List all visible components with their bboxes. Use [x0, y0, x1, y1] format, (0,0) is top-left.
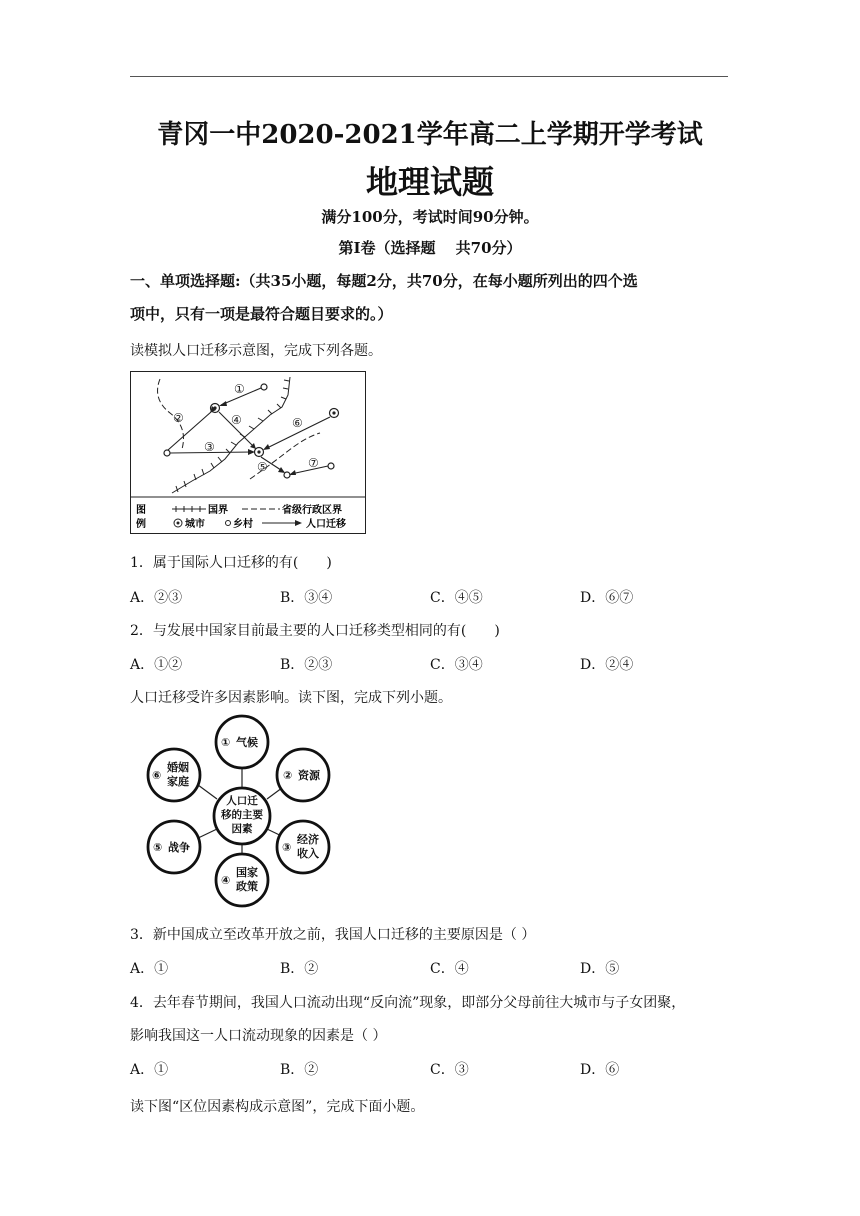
exam-title: 青冈一中2020-2021学年高二上学期开学考试 — [157, 120, 703, 150]
legend-city-label: 城市 — [185, 519, 205, 530]
factor-1-label: 气候 — [236, 736, 258, 749]
question-1-stem: 1．属于国际人口迁移的有( ) — [130, 555, 332, 571]
factor-2-num: ② — [283, 769, 293, 782]
svg-text:④: ④ — [231, 413, 242, 427]
factor-6-label1: 婚姻 — [167, 761, 189, 774]
option-d[interactable]: D．⑥ — [580, 1062, 620, 1078]
option-a[interactable]: A．① — [130, 1062, 169, 1078]
option-b[interactable]: B．③④ — [280, 590, 333, 606]
factor-5-num: ⑤ — [153, 841, 163, 854]
option-c[interactable]: C．④⑤ — [430, 590, 483, 606]
svg-text:②: ② — [173, 411, 184, 425]
instructions-line1: 一、单项选择题:（共35小题，每题2分，共70分，在每小题所列出的四个选 — [130, 272, 638, 290]
group1-intro: 读模拟人口迁移示意图，完成下列各题。 — [130, 343, 382, 359]
factor-4-num: ④ — [221, 874, 231, 887]
migration-factors-diagram — [137, 714, 347, 908]
factor-3-label2: 收入 — [297, 847, 319, 860]
legend-border-label: 国界 — [208, 505, 228, 516]
svg-text:③: ③ — [204, 440, 215, 454]
option-b[interactable]: B．② — [280, 1062, 319, 1078]
question-4-stem-line2: 影响我国这一人口流动现象的因素是（ ） — [130, 1028, 387, 1044]
option-a[interactable]: A．① — [130, 961, 169, 977]
svg-text:⑤: ⑤ — [257, 460, 268, 474]
option-d[interactable]: D．②④ — [580, 657, 634, 673]
question-4-stem-line1: 4．去年春节期间，我国人口流动出现“反向流”现象，即部分父母前往大城市与子女团聚， — [130, 995, 686, 1011]
svg-text:例: 例 — [136, 519, 146, 530]
option-b[interactable]: B．②③ — [280, 657, 333, 673]
svg-text:图: 图 — [136, 505, 146, 516]
center-label-line2: 移的主要 — [221, 809, 263, 821]
factor-3-label1: 经济 — [297, 833, 319, 846]
factor-3-num: ③ — [282, 841, 292, 854]
center-label-line3: 因素 — [231, 823, 253, 835]
option-c[interactable]: C．③ — [430, 1062, 469, 1078]
subject-title: 地理试题 — [365, 163, 494, 201]
header-rule — [130, 76, 728, 77]
option-c[interactable]: C．③④ — [430, 657, 483, 673]
center-label-line1: 人口迁 — [226, 795, 258, 807]
factor-5-label: 战争 — [168, 841, 190, 854]
factor-1-num: ① — [221, 736, 231, 749]
question-3-stem: 3．新中国成立至改革开放之前，我国人口迁移的主要原因是（ ） — [130, 927, 536, 943]
migration-map-figure — [130, 371, 366, 534]
option-a[interactable]: A．②③ — [130, 590, 183, 606]
option-d[interactable]: D．⑥⑦ — [580, 590, 634, 606]
group3-intro: 读下图“区位因素构成示意图”，完成下面小题。 — [130, 1099, 425, 1115]
option-b[interactable]: B．② — [280, 961, 319, 977]
factor-4-label1: 国家 — [236, 866, 258, 879]
factor-2-label: 资源 — [298, 769, 320, 782]
factor-6-label2: 家庭 — [167, 775, 189, 788]
question-2-stem: 2．与发展中国家目前最主要的人口迁移类型相同的有( ) — [130, 623, 500, 639]
instructions-line2: 项中，只有一项是最符合题目要求的。） — [130, 305, 393, 323]
svg-text:⑥: ⑥ — [292, 416, 303, 430]
factor-6-num: ⑥ — [152, 769, 162, 782]
section-title: 第Ⅰ卷（选择题 共70分） — [338, 239, 522, 257]
group2-intro: 人口迁移受许多因素影响。读下图，完成下列小题。 — [130, 690, 452, 706]
option-a[interactable]: A．①② — [130, 657, 183, 673]
legend-village-label: 乡村 — [233, 519, 253, 530]
exam-info: 满分100分，考试时间90分钟。 — [321, 208, 539, 226]
svg-text:⑦: ⑦ — [308, 456, 319, 470]
svg-text:①: ① — [234, 382, 245, 396]
legend-province-label: 省级行政区界 — [282, 505, 342, 516]
option-d[interactable]: D．⑤ — [580, 961, 620, 977]
factor-4-label2: 政策 — [236, 880, 258, 893]
option-c[interactable]: C．④ — [430, 961, 469, 977]
legend-migration-label: 人口迁移 — [306, 519, 346, 530]
